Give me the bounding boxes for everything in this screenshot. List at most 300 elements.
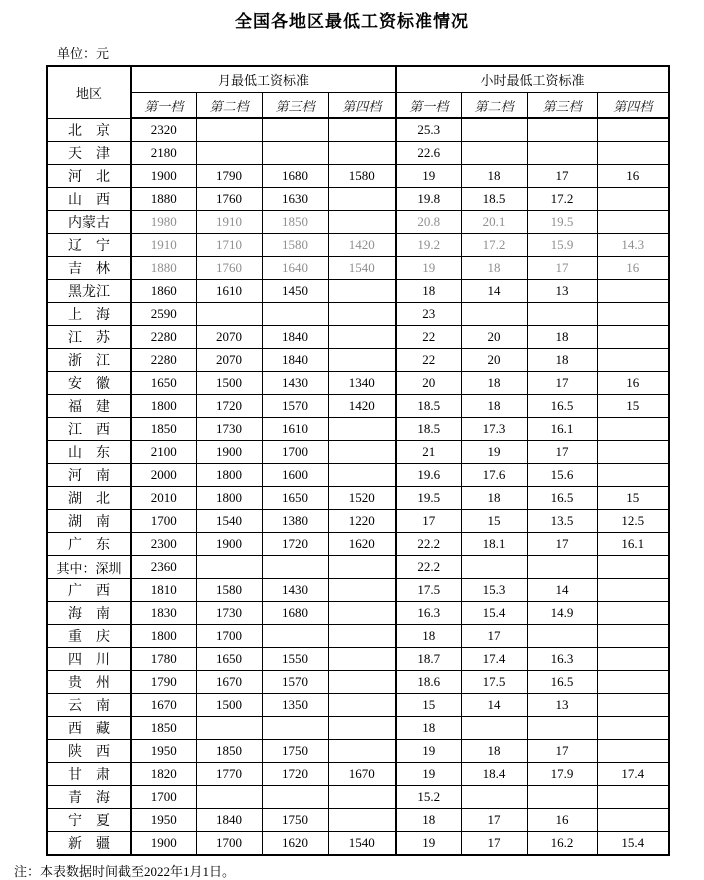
value-cell: 1800 — [196, 487, 262, 510]
value-cell: 19 — [396, 763, 461, 786]
region-cell: 内蒙古 — [47, 211, 131, 234]
value-cell — [262, 303, 328, 326]
value-cell: 2070 — [196, 349, 262, 372]
value-cell: 22.2 — [396, 556, 461, 579]
table-row — [47, 487, 669, 510]
table-row — [47, 395, 669, 418]
value-cell: 1790 — [131, 671, 196, 694]
value-cell — [597, 464, 669, 487]
value-cell: 1750 — [262, 740, 328, 763]
value-cell — [461, 556, 527, 579]
value-cell: 20 — [461, 326, 527, 349]
minimum-wage-table — [46, 65, 670, 856]
value-cell: 1680 — [262, 165, 328, 188]
table-row — [47, 510, 669, 533]
value-cell: 17.5 — [461, 671, 527, 694]
value-cell: 14 — [461, 694, 527, 717]
value-cell: 1800 — [131, 395, 196, 418]
value-cell: 18 — [461, 740, 527, 763]
value-cell: 1900 — [196, 533, 262, 556]
value-cell: 1500 — [196, 694, 262, 717]
value-cell: 1900 — [196, 441, 262, 464]
region-cell: 陕 西 — [47, 740, 131, 763]
value-cell — [328, 464, 396, 487]
value-cell: 17 — [396, 510, 461, 533]
value-cell — [597, 809, 669, 832]
value-cell — [597, 211, 669, 234]
value-cell: 17.6 — [461, 464, 527, 487]
value-cell: 16.5 — [527, 671, 597, 694]
table-row — [47, 118, 669, 142]
value-cell: 17.9 — [527, 763, 597, 786]
value-cell: 1850 — [196, 740, 262, 763]
value-cell: 21 — [396, 441, 461, 464]
value-cell — [328, 118, 396, 142]
header-monthly-tier-2: 第二档 — [196, 93, 262, 119]
value-cell: 2590 — [131, 303, 196, 326]
value-cell: 13 — [527, 694, 597, 717]
value-cell: 1880 — [131, 257, 196, 280]
table-row — [47, 809, 669, 832]
region-cell: 河 南 — [47, 464, 131, 487]
value-cell — [328, 418, 396, 441]
value-cell: 1910 — [196, 211, 262, 234]
value-cell: 1900 — [131, 832, 196, 856]
table-header-group-row — [47, 66, 669, 93]
region-cell: 其中：深圳 — [47, 556, 131, 579]
value-cell — [262, 118, 328, 142]
value-cell — [597, 556, 669, 579]
value-cell: 1620 — [328, 533, 396, 556]
value-cell: 1700 — [196, 625, 262, 648]
value-cell: 15.6 — [527, 464, 597, 487]
table-row — [47, 740, 669, 763]
value-cell — [328, 211, 396, 234]
value-cell — [461, 142, 527, 165]
value-cell: 1820 — [131, 763, 196, 786]
value-cell — [196, 786, 262, 809]
value-cell: 16 — [597, 165, 669, 188]
value-cell — [328, 556, 396, 579]
value-cell — [597, 142, 669, 165]
value-cell: 1610 — [196, 280, 262, 303]
value-cell: 1670 — [328, 763, 396, 786]
value-cell: 1810 — [131, 579, 196, 602]
value-cell — [527, 786, 597, 809]
value-cell: 1550 — [262, 648, 328, 671]
value-cell: 15 — [597, 395, 669, 418]
value-cell: 1730 — [196, 418, 262, 441]
table-row — [47, 303, 669, 326]
region-cell: 四 川 — [47, 648, 131, 671]
value-cell: 2010 — [131, 487, 196, 510]
value-cell: 1540 — [328, 832, 396, 856]
value-cell: 18.5 — [396, 418, 461, 441]
value-cell: 18 — [461, 257, 527, 280]
value-cell: 1220 — [328, 510, 396, 533]
unit-label: 单位：元 — [57, 46, 110, 61]
value-cell — [597, 625, 669, 648]
region-cell: 青 海 — [47, 786, 131, 809]
value-cell: 18.5 — [396, 395, 461, 418]
value-cell: 1850 — [262, 211, 328, 234]
table-row — [47, 717, 669, 740]
table-row — [47, 533, 669, 556]
value-cell: 19 — [396, 740, 461, 763]
value-cell — [262, 786, 328, 809]
value-cell — [597, 694, 669, 717]
value-cell: 18 — [396, 717, 461, 740]
table-row — [47, 349, 669, 372]
value-cell: 19.5 — [396, 487, 461, 510]
value-cell — [597, 648, 669, 671]
value-cell: 1570 — [262, 671, 328, 694]
value-cell: 2100 — [131, 441, 196, 464]
value-cell: 1770 — [196, 763, 262, 786]
value-cell: 14 — [461, 280, 527, 303]
header-monthly-group: 月最低工资标准 — [131, 66, 396, 93]
value-cell: 17.2 — [527, 188, 597, 211]
region-cell: 山 西 — [47, 188, 131, 211]
value-cell: 1350 — [262, 694, 328, 717]
value-cell — [328, 671, 396, 694]
value-cell — [527, 142, 597, 165]
value-cell — [597, 118, 669, 142]
value-cell — [597, 602, 669, 625]
value-cell: 16 — [597, 372, 669, 395]
value-cell: 1450 — [262, 280, 328, 303]
value-cell: 1580 — [328, 165, 396, 188]
value-cell: 1760 — [196, 257, 262, 280]
table-row — [47, 648, 669, 671]
value-cell: 1670 — [196, 671, 262, 694]
value-cell — [597, 717, 669, 740]
value-cell: 16.5 — [527, 487, 597, 510]
value-cell: 16.1 — [597, 533, 669, 556]
value-cell: 15.9 — [527, 234, 597, 257]
value-cell: 17.5 — [396, 579, 461, 602]
value-cell: 13 — [527, 280, 597, 303]
value-cell: 19.8 — [396, 188, 461, 211]
value-cell: 17 — [527, 533, 597, 556]
value-cell: 13.5 — [527, 510, 597, 533]
value-cell: 22 — [396, 349, 461, 372]
value-cell: 1760 — [196, 188, 262, 211]
table-row — [47, 579, 669, 602]
value-cell: 19.2 — [396, 234, 461, 257]
value-cell: 1800 — [131, 625, 196, 648]
value-cell: 18.1 — [461, 533, 527, 556]
header-hourly-tier-2: 第二档 — [461, 93, 527, 119]
region-cell: 浙 江 — [47, 349, 131, 372]
table-row — [47, 786, 669, 809]
value-cell: 1850 — [131, 717, 196, 740]
value-cell: 17.4 — [461, 648, 527, 671]
value-cell: 2280 — [131, 326, 196, 349]
value-cell: 15 — [396, 694, 461, 717]
table-row — [47, 694, 669, 717]
value-cell: 2300 — [131, 533, 196, 556]
value-cell: 2000 — [131, 464, 196, 487]
value-cell: 15 — [597, 487, 669, 510]
value-cell — [597, 786, 669, 809]
region-cell: 新 疆 — [47, 832, 131, 856]
value-cell: 1340 — [328, 372, 396, 395]
region-cell: 河 北 — [47, 165, 131, 188]
value-cell — [597, 418, 669, 441]
value-cell: 1500 — [196, 372, 262, 395]
value-cell: 2320 — [131, 118, 196, 142]
value-cell: 14 — [527, 579, 597, 602]
value-cell: 2180 — [131, 142, 196, 165]
value-cell — [328, 809, 396, 832]
value-cell: 1840 — [262, 349, 328, 372]
value-cell: 19.5 — [527, 211, 597, 234]
value-cell: 18 — [396, 809, 461, 832]
value-cell — [196, 303, 262, 326]
value-cell — [597, 740, 669, 763]
value-cell — [328, 280, 396, 303]
value-cell: 17.4 — [597, 763, 669, 786]
value-cell — [328, 579, 396, 602]
value-cell: 2360 — [131, 556, 196, 579]
value-cell — [328, 188, 396, 211]
value-cell: 1420 — [328, 395, 396, 418]
value-cell: 18.7 — [396, 648, 461, 671]
value-cell: 19 — [461, 441, 527, 464]
value-cell: 18.4 — [461, 763, 527, 786]
region-cell: 北 京 — [47, 118, 131, 142]
value-cell — [597, 671, 669, 694]
value-cell: 17 — [527, 372, 597, 395]
table-header-tier-row — [47, 93, 669, 119]
region-cell: 云 南 — [47, 694, 131, 717]
region-cell: 天 津 — [47, 142, 131, 165]
value-cell — [262, 556, 328, 579]
value-cell: 1850 — [131, 418, 196, 441]
footnote: 注：本表数据时间截至2022年1月1日。 — [14, 864, 236, 879]
value-cell: 17 — [527, 441, 597, 464]
value-cell: 1580 — [262, 234, 328, 257]
value-cell — [461, 303, 527, 326]
header-monthly-tier-3: 第三档 — [262, 93, 328, 119]
value-cell: 19 — [396, 257, 461, 280]
value-cell: 16.1 — [527, 418, 597, 441]
value-cell: 1650 — [196, 648, 262, 671]
region-cell: 吉 林 — [47, 257, 131, 280]
value-cell: 2070 — [196, 326, 262, 349]
value-cell: 15.2 — [396, 786, 461, 809]
value-cell: 17 — [461, 809, 527, 832]
region-cell: 福 建 — [47, 395, 131, 418]
value-cell: 18.6 — [396, 671, 461, 694]
region-cell: 湖 南 — [47, 510, 131, 533]
value-cell: 1700 — [196, 832, 262, 856]
value-cell: 22 — [396, 326, 461, 349]
table-row — [47, 234, 669, 257]
value-cell: 17 — [527, 740, 597, 763]
value-cell — [597, 326, 669, 349]
value-cell: 1900 — [131, 165, 196, 188]
value-cell: 18 — [461, 372, 527, 395]
value-cell: 23 — [396, 303, 461, 326]
table-row — [47, 372, 669, 395]
header-hourly-group: 小时最低工资标准 — [396, 66, 669, 93]
table-row — [47, 763, 669, 786]
region-cell: 江 苏 — [47, 326, 131, 349]
value-cell: 1700 — [131, 786, 196, 809]
value-cell: 19.6 — [396, 464, 461, 487]
value-cell: 1880 — [131, 188, 196, 211]
table-row — [47, 556, 669, 579]
region-cell: 江 西 — [47, 418, 131, 441]
table-row — [47, 188, 669, 211]
value-cell — [328, 648, 396, 671]
value-cell: 1380 — [262, 510, 328, 533]
value-cell: 1640 — [262, 257, 328, 280]
table-row — [47, 671, 669, 694]
value-cell: 17 — [461, 832, 527, 856]
value-cell: 1630 — [262, 188, 328, 211]
table-row — [47, 165, 669, 188]
value-cell: 16.3 — [527, 648, 597, 671]
value-cell: 1650 — [262, 487, 328, 510]
value-cell: 15.4 — [597, 832, 669, 856]
value-cell: 18.5 — [461, 188, 527, 211]
value-cell — [328, 625, 396, 648]
table-row — [47, 418, 669, 441]
region-cell: 贵 州 — [47, 671, 131, 694]
value-cell — [328, 349, 396, 372]
value-cell: 1430 — [262, 372, 328, 395]
value-cell: 1670 — [131, 694, 196, 717]
table-row — [47, 464, 669, 487]
value-cell — [461, 118, 527, 142]
value-cell: 18 — [396, 625, 461, 648]
value-cell: 1610 — [262, 418, 328, 441]
value-cell: 16 — [527, 809, 597, 832]
value-cell: 16.3 — [396, 602, 461, 625]
value-cell: 16.5 — [527, 395, 597, 418]
value-cell: 1540 — [328, 257, 396, 280]
value-cell: 18 — [461, 487, 527, 510]
value-cell: 1750 — [262, 809, 328, 832]
table-row — [47, 257, 669, 280]
value-cell: 1780 — [131, 648, 196, 671]
value-cell: 17 — [527, 257, 597, 280]
value-cell: 1420 — [328, 234, 396, 257]
region-cell: 山 东 — [47, 441, 131, 464]
value-cell: 1700 — [131, 510, 196, 533]
value-cell — [196, 142, 262, 165]
region-cell: 甘 肃 — [47, 763, 131, 786]
value-cell: 1730 — [196, 602, 262, 625]
value-cell — [527, 556, 597, 579]
region-cell: 西 藏 — [47, 717, 131, 740]
value-cell: 1840 — [262, 326, 328, 349]
value-cell: 20 — [396, 372, 461, 395]
value-cell: 1600 — [262, 464, 328, 487]
header-monthly-tier-1: 第一档 — [131, 93, 196, 119]
region-cell: 广 东 — [47, 533, 131, 556]
value-cell — [196, 717, 262, 740]
value-cell — [328, 602, 396, 625]
table-row — [47, 441, 669, 464]
value-cell — [527, 717, 597, 740]
table-row — [47, 142, 669, 165]
header-monthly-tier-4: 第四档 — [328, 93, 396, 119]
value-cell: 18 — [527, 326, 597, 349]
value-cell: 1720 — [196, 395, 262, 418]
value-cell: 18 — [396, 280, 461, 303]
value-cell — [527, 625, 597, 648]
value-cell — [597, 579, 669, 602]
value-cell: 17 — [527, 165, 597, 188]
region-cell: 广 西 — [47, 579, 131, 602]
value-cell: 12.5 — [597, 510, 669, 533]
value-cell: 1580 — [196, 579, 262, 602]
value-cell — [328, 326, 396, 349]
value-cell: 17.3 — [461, 418, 527, 441]
value-cell: 1800 — [196, 464, 262, 487]
table-row — [47, 326, 669, 349]
value-cell — [328, 786, 396, 809]
value-cell: 25.3 — [396, 118, 461, 142]
value-cell: 1860 — [131, 280, 196, 303]
value-cell: 16.2 — [527, 832, 597, 856]
value-cell: 1700 — [262, 441, 328, 464]
table-row — [47, 602, 669, 625]
value-cell: 1830 — [131, 602, 196, 625]
region-cell: 安 徽 — [47, 372, 131, 395]
table-row — [47, 625, 669, 648]
value-cell: 16 — [597, 257, 669, 280]
value-cell: 19 — [396, 832, 461, 856]
value-cell — [328, 740, 396, 763]
value-cell: 17.2 — [461, 234, 527, 257]
value-cell: 22.6 — [396, 142, 461, 165]
value-cell: 17 — [461, 625, 527, 648]
value-cell — [328, 694, 396, 717]
region-cell: 上 海 — [47, 303, 131, 326]
value-cell: 1650 — [131, 372, 196, 395]
value-cell: 1430 — [262, 579, 328, 602]
value-cell — [597, 188, 669, 211]
value-cell: 14.9 — [527, 602, 597, 625]
value-cell: 1840 — [196, 809, 262, 832]
region-cell: 重 庆 — [47, 625, 131, 648]
value-cell: 1720 — [262, 533, 328, 556]
page-title: 全国各地区最低工资标准情况 — [235, 12, 469, 31]
value-cell — [461, 717, 527, 740]
value-cell — [527, 118, 597, 142]
region-cell: 海 南 — [47, 602, 131, 625]
value-cell: 22.2 — [396, 533, 461, 556]
value-cell — [196, 118, 262, 142]
value-cell — [597, 349, 669, 372]
table-row — [47, 211, 669, 234]
table-row — [47, 832, 669, 856]
value-cell: 18 — [461, 165, 527, 188]
value-cell: 15.3 — [461, 579, 527, 602]
value-cell — [597, 441, 669, 464]
value-cell: 1680 — [262, 602, 328, 625]
value-cell: 15.4 — [461, 602, 527, 625]
value-cell: 1720 — [262, 763, 328, 786]
header-region: 地区 — [47, 66, 131, 118]
value-cell — [328, 142, 396, 165]
value-cell: 14.3 — [597, 234, 669, 257]
